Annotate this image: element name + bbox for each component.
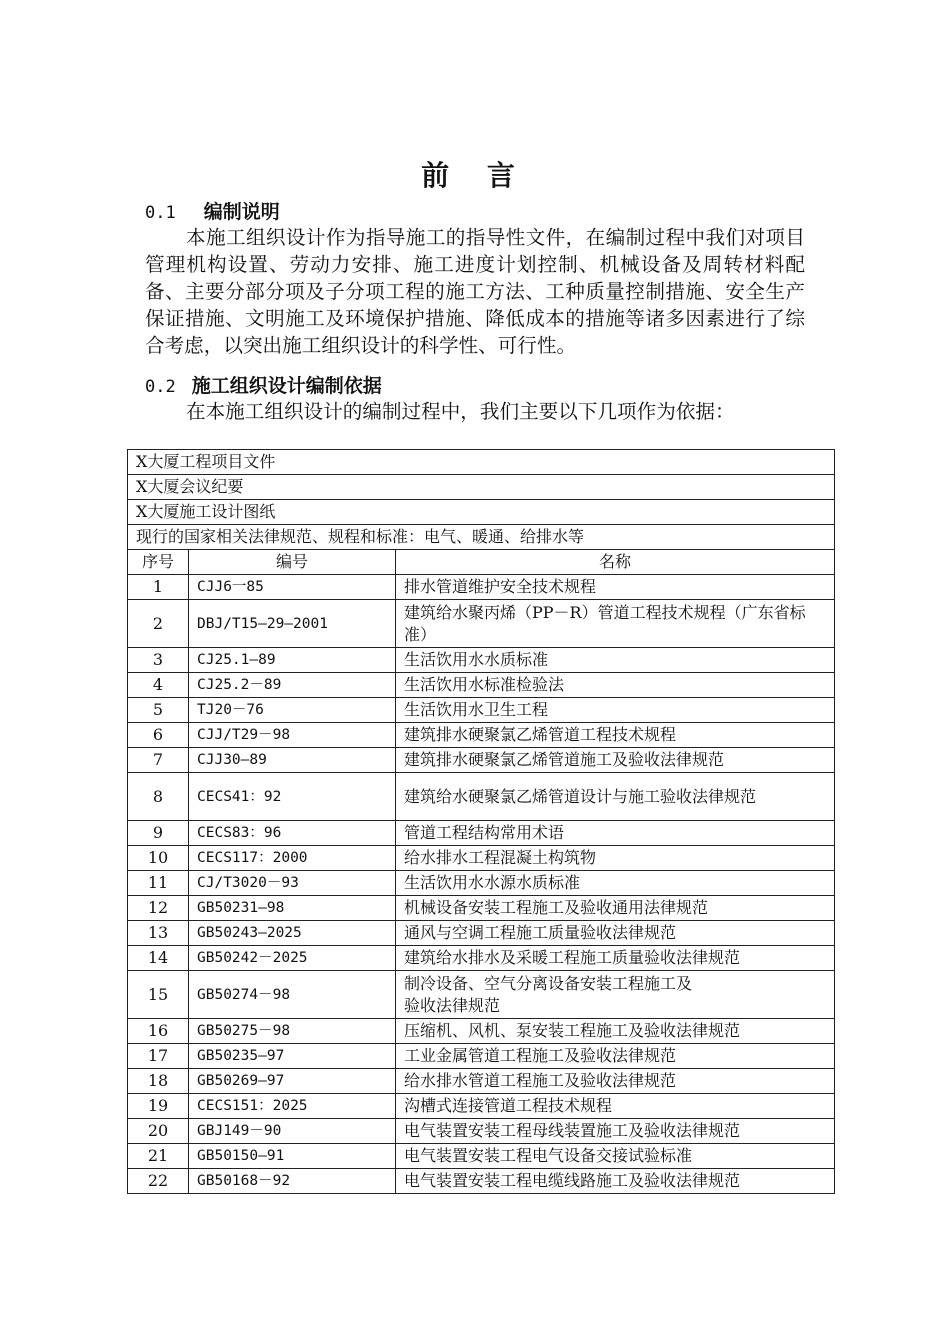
row-number: 16 (128, 1019, 189, 1044)
intro-paragraph: 本施工组织设计作为指导施工的指导性文件，在编制过程中我们对项目管理机构设置、劳动力安排、施工进度计划控制、机械设备及周转材料配备、主要分部分项及子分项工程的施工方法、工种质量控制措施、安全生产保证措施、文明施工及环境保护措施、降低成本的措施等诸多因素进行了综合考虑，以突出施工组织设计的科学性、可行性。 (145, 226, 805, 357)
row-number: 15 (128, 971, 189, 1019)
standard-name: 制冷设备、空气分离设备安装工程施工及 验收法律规范 (396, 971, 835, 1019)
standard-name: 排水管道维护安全技术规程 (396, 575, 835, 600)
row-number: 20 (128, 1119, 189, 1144)
row-number: 9 (128, 821, 189, 846)
table-header-row (128, 550, 835, 575)
row-number: 8 (128, 773, 189, 821)
row-number: 1 (128, 575, 189, 600)
standard-name: 通风与空调工程施工质量验收法律规范 (396, 921, 835, 946)
standard-code: GB50235—97 (189, 1044, 396, 1069)
table-row (128, 450, 835, 475)
table-row (128, 1169, 835, 1194)
span-cell: X大厦工程项目文件 (128, 450, 835, 475)
standard-name: 沟槽式连接管道工程技术规程 (396, 1094, 835, 1119)
standard-name: 建筑给水排水及采暖工程施工质量验收法律规范 (396, 946, 835, 971)
standard-code: GB50168－92 (189, 1169, 396, 1194)
standard-name: 生活饮用水水源水质标准 (396, 871, 835, 896)
standard-name: 电气装置安装工程电气设备交接试验标准 (396, 1144, 835, 1169)
table-row (128, 921, 835, 946)
table-row (128, 673, 835, 698)
standard-code: CJ/T3020－93 (189, 871, 396, 896)
standard-code: CJJ6一85 (189, 575, 396, 600)
row-number: 21 (128, 1144, 189, 1169)
standard-code: CECS83：96 (189, 821, 396, 846)
page-title: 前 言 (421, 159, 529, 192)
section-heading-1 (145, 200, 280, 225)
header-name: 名称 (396, 550, 835, 575)
standard-name: 建筑给水聚丙烯（PP－R）管道工程技术规程（广东省标准） (396, 600, 835, 648)
table-row (128, 648, 835, 673)
table-row (128, 1094, 835, 1119)
row-number: 19 (128, 1094, 189, 1119)
standard-name: 管道工程结构常用术语 (396, 821, 835, 846)
header-code: 编号 (189, 550, 396, 575)
standard-name: 机械设备安装工程施工及验收通用法律规范 (396, 896, 835, 921)
standard-name: 压缩机、风机、泵安装工程施工及验收法律规范 (396, 1019, 835, 1044)
table-row (128, 896, 835, 921)
row-number: 11 (128, 871, 189, 896)
standard-name: 生活饮用水标准检验法 (396, 673, 835, 698)
section-number: 0.2 (145, 377, 176, 397)
standard-code: GB50274－98 (189, 971, 396, 1019)
standard-code: GB50243—2025 (189, 921, 396, 946)
standard-code: CECS117：2000 (189, 846, 396, 871)
table-row (128, 525, 835, 550)
section-heading-2 (145, 374, 382, 399)
standard-code: DBJ/T15—29—2001 (189, 600, 396, 648)
row-number: 12 (128, 896, 189, 921)
row-number: 2 (128, 600, 189, 648)
table-row (128, 946, 835, 971)
section-title: 编制说明 (203, 201, 280, 223)
standard-name: 生活饮用水水质标准 (396, 648, 835, 673)
standard-code: CECS151：2025 (189, 1094, 396, 1119)
row-number: 4 (128, 673, 189, 698)
table-row (128, 773, 835, 821)
table-row (128, 748, 835, 773)
row-number: 18 (128, 1069, 189, 1094)
standard-name: 生活饮用水卫生工程 (396, 698, 835, 723)
row-number: 3 (128, 648, 189, 673)
standard-name: 给水排水工程混凝土构筑物 (396, 846, 835, 871)
header-no: 序号 (128, 550, 189, 575)
standard-code: GBJ149－90 (189, 1119, 396, 1144)
span-cell: 现行的国家相关法律规范、规程和标准：电气、暖通、给排水等 (128, 525, 835, 550)
row-number: 14 (128, 946, 189, 971)
row-number: 7 (128, 748, 189, 773)
standard-name: 电气装置安装工程母线装置施工及验收法律规范 (396, 1119, 835, 1144)
table-row (128, 1019, 835, 1044)
standard-code: GB50269—97 (189, 1069, 396, 1094)
section-title: 施工组织设计编制依据 (191, 375, 382, 397)
standards-table-body (128, 450, 835, 1194)
standard-name: 电气装置安装工程电缆线路施工及验收法律规范 (396, 1169, 835, 1194)
row-number: 6 (128, 723, 189, 748)
table-row (128, 698, 835, 723)
table-row (128, 846, 835, 871)
span-cell: X大厦会议纪要 (128, 475, 835, 500)
table-row (128, 475, 835, 500)
table-row (128, 1144, 835, 1169)
table-row (128, 500, 835, 525)
standard-code: CJJ30—89 (189, 748, 396, 773)
row-number: 22 (128, 1169, 189, 1194)
span-cell: X大厦施工设计图纸 (128, 500, 835, 525)
table-row (128, 821, 835, 846)
standard-name: 建筑给水硬聚氯乙烯管道设计与施工验收法律规范 (396, 773, 835, 821)
standard-code: CJJ/T29－98 (189, 723, 396, 748)
table-row (128, 723, 835, 748)
standard-name: 建筑排水硬聚氯乙烯管道工程技术规程 (396, 723, 835, 748)
row-number: 10 (128, 846, 189, 871)
standard-code: GB50231—98 (189, 896, 396, 921)
standard-code: GB50242－2025 (189, 946, 396, 971)
table-row (128, 1044, 835, 1069)
standard-name: 建筑排水硬聚氯乙烯管道施工及验收法律规范 (396, 748, 835, 773)
basis-paragraph: 在本施工组织设计的编制过程中，我们主要以下几项作为依据： (186, 400, 735, 423)
standard-code: CJ25.2－89 (189, 673, 396, 698)
table-row (128, 1069, 835, 1094)
row-number: 17 (128, 1044, 189, 1069)
standard-code: CECS41：92 (189, 773, 396, 821)
table-row (128, 871, 835, 896)
table-row (128, 600, 835, 648)
standard-code: GB50275－98 (189, 1019, 396, 1044)
table-row (128, 1119, 835, 1144)
standard-code: TJ20－76 (189, 698, 396, 723)
standard-code: GB50150—91 (189, 1144, 396, 1169)
row-number: 5 (128, 698, 189, 723)
row-number: 13 (128, 921, 189, 946)
standard-name: 工业金属管道工程施工及验收法律规范 (396, 1044, 835, 1069)
standard-name: 给水排水管道工程施工及验收法律规范 (396, 1069, 835, 1094)
table-row (128, 971, 835, 1019)
table-row (128, 575, 835, 600)
section-number: 0.1 (145, 203, 176, 223)
standards-table (127, 449, 835, 1194)
standard-code: CJ25.1—89 (189, 648, 396, 673)
